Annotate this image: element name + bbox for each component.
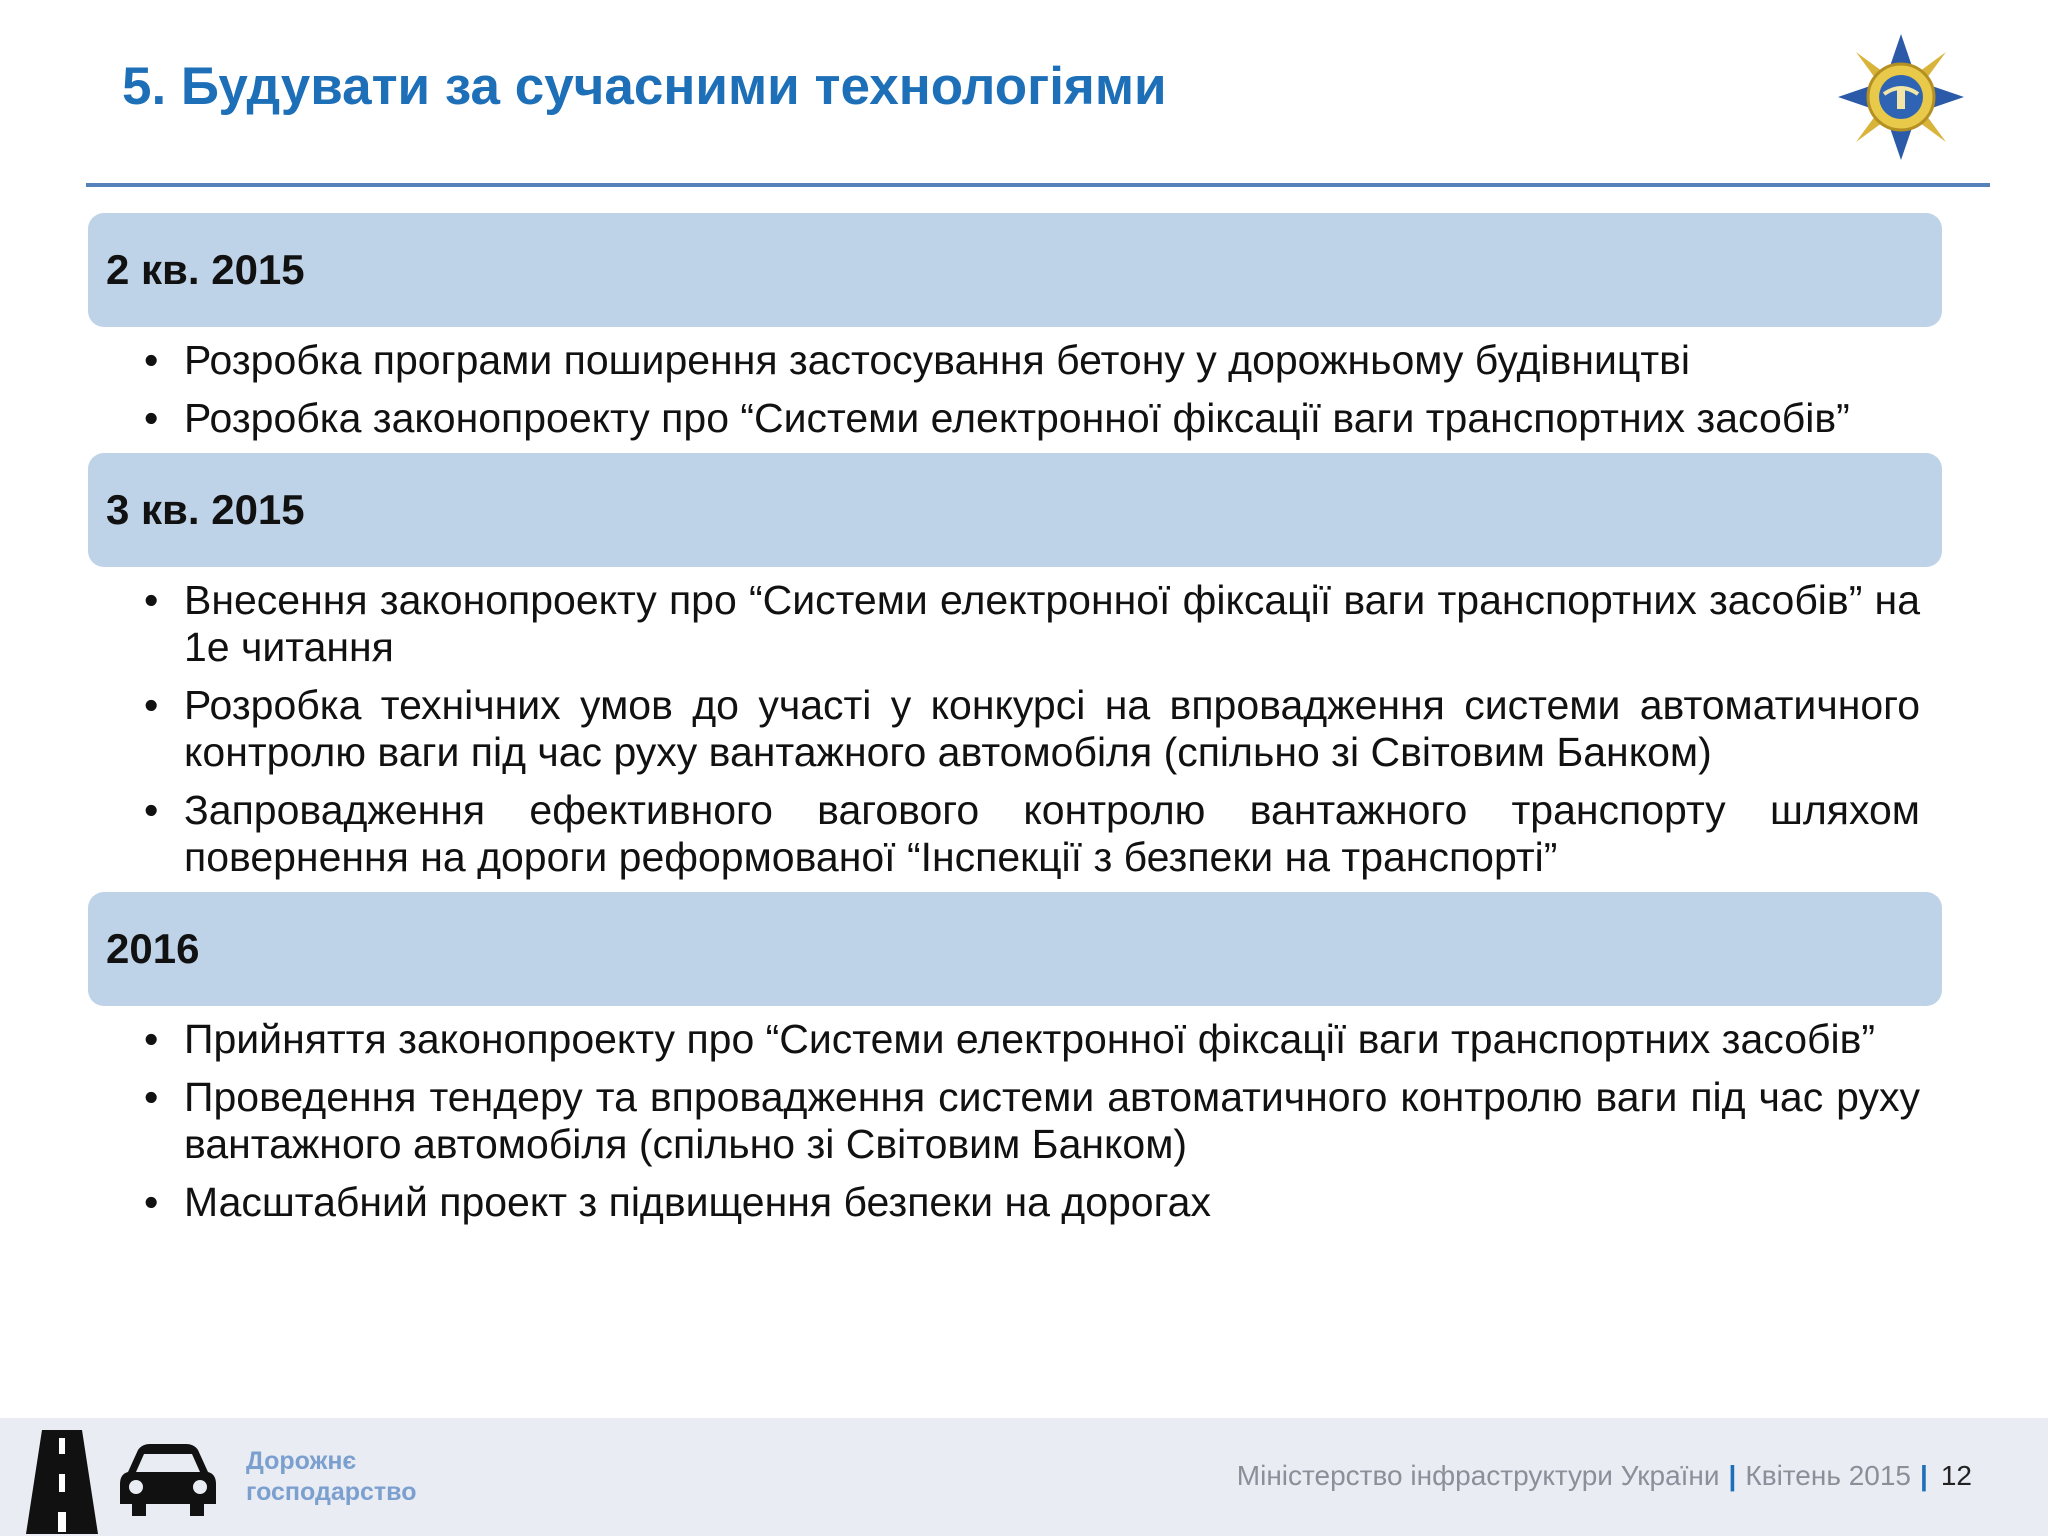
footer-date: Квітень 2015 [1745, 1460, 1911, 1491]
slide-content [88, 213, 1942, 1237]
section-heading: 3 кв. 2015 [88, 453, 1942, 567]
title-divider [86, 183, 1990, 187]
bullet-list [88, 337, 1942, 442]
list-item: • Розробка законопроекту про “Системи електронної фіксації ваги транспортних засобів” [184, 395, 1920, 442]
list-item: • Прийняття законопроекту про “Системи електронної фіксації ваги транспортних засобів” [184, 1016, 1920, 1063]
slide-title: 5. Будувати за сучасними технологіями [122, 57, 1167, 116]
car-icon [120, 1442, 216, 1518]
footer-bar [0, 1418, 2048, 1536]
footer-info [1237, 1460, 1972, 1492]
footer-brand-line1: Дорожнє [246, 1447, 357, 1475]
section-q2-2015 [88, 213, 1942, 442]
list-item: • Розробка технічних умов до участі у конкурсі на впровадження системи автоматичного контролю ваги під час руху вантажного автомобіля (спільно зі Світовим Банком) [184, 682, 1920, 776]
section-q3-2015 [88, 453, 1942, 881]
list-item: • Запровадження ефективного вагового контролю вантажного транспорту шляхом повернення на дороги реформованої “Інспекції з безпеки на транспорті” [184, 787, 1920, 881]
list-item: • Розробка програми поширення застосування бетону у дорожньому будівництві [184, 337, 1920, 384]
section-heading: 2 кв. 2015 [88, 213, 1942, 327]
list-item: • Проведення тендеру та впровадження системи автоматичного контролю ваги під час руху вантажного автомобіля (спільно зі Світовим Банком) [184, 1074, 1920, 1168]
road-icon [26, 1430, 98, 1534]
footer-separator: | [1920, 1460, 1928, 1491]
list-item: • Внесення законопроекту про “Системи електронної фіксації ваги транспортних засобів” на 1е читання [184, 577, 1920, 671]
footer-ministry: Міністерство інфраструктури України [1236, 1460, 1720, 1491]
footer-brand [246, 1446, 416, 1508]
footer-separator: | [1728, 1460, 1737, 1491]
bullet-list [88, 1016, 1942, 1226]
section-2016 [88, 892, 1942, 1226]
section-heading: 2016 [88, 892, 1942, 1006]
ministry-emblem-icon [1836, 32, 1966, 162]
page-number: 12 [1940, 1460, 1972, 1491]
bullet-list [88, 577, 1942, 881]
list-item: • Масштабний проект з підвищення безпеки на дорогах [184, 1179, 1920, 1226]
footer-brand-line2: господарство [246, 1478, 417, 1506]
